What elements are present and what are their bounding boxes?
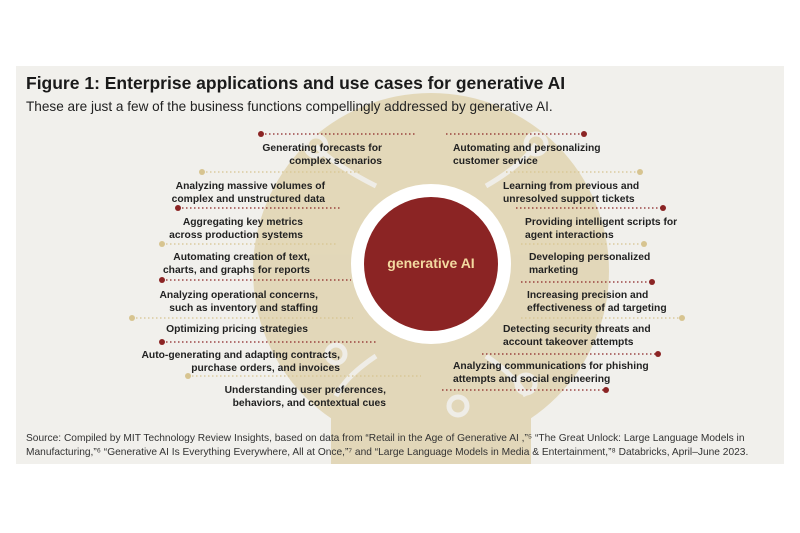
source-note: Source: Compiled by MIT Technology Review Insights, based on data from “Retail in the Age of Generative AI ,”⁵ “The Great Unlock: Large Language Models in Manufacturing,”⁶ “Generative AI Is Everything Everywhere, All at Once,”⁷ and “Large Language Models in Media & Entertainment,”⁸ Databricks, April–June 2023. <box>26 433 749 458</box>
connector-dot <box>199 169 205 175</box>
connector-dot <box>258 131 264 137</box>
use-case-left-5: Analyzing operational concerns, such as inventory and staffing <box>159 290 318 314</box>
use-case-right-1: Automating and personalizing customer service <box>453 143 601 167</box>
use-case-left-2: Analyzing massive volumes of complex and unstructured data <box>171 181 325 205</box>
connector-dot <box>655 351 661 357</box>
figure-subtitle: These are just a few of the business functions compellingly addressed by generative AI. <box>26 99 553 114</box>
connector-dot <box>159 339 165 345</box>
connector-dot <box>649 279 655 285</box>
connector-dot <box>581 131 587 137</box>
use-case-right-5: Increasing precision and effectiveness of ad targeting <box>527 290 667 314</box>
use-case-left-3: Aggregating key metrics across production systems <box>169 217 303 241</box>
use-case-left-8: Understanding user preferences, behaviors, and contextual cues <box>224 385 386 409</box>
connector-dot <box>679 315 685 321</box>
use-case-left-4: Automating creation of text, charts, and graphs for reports <box>162 252 310 276</box>
connector-dot <box>660 205 666 211</box>
connector-dot <box>637 169 643 175</box>
connector-dot <box>159 277 165 283</box>
connector-dot <box>603 387 609 393</box>
use-case-right-4: Developing personalized marketing <box>529 252 651 276</box>
figure-title: Figure 1: Enterprise applications and use cases for generative AI <box>26 73 566 93</box>
connector-dot <box>159 241 165 247</box>
figure-panel <box>16 66 784 464</box>
use-case-right-6: Detecting security threats and account takeover attempts <box>503 324 651 348</box>
center-label: generative AI <box>387 255 475 271</box>
use-case-left-1: Generating forecasts for complex scenarios <box>262 143 382 167</box>
use-case-left-6: Optimizing pricing strategies <box>166 324 308 335</box>
use-case-left-7: Auto-generating and adapting contracts, purchase orders, and invoices <box>141 350 340 374</box>
use-case-right-7: Analyzing communications for phishing attempts and social engineering <box>453 361 649 385</box>
connector-dot <box>129 315 135 321</box>
use-case-right-2: Learning from previous and unresolved support tickets <box>503 181 640 205</box>
use-case-right-3: Providing intelligent scripts for agent interactions <box>525 217 678 241</box>
